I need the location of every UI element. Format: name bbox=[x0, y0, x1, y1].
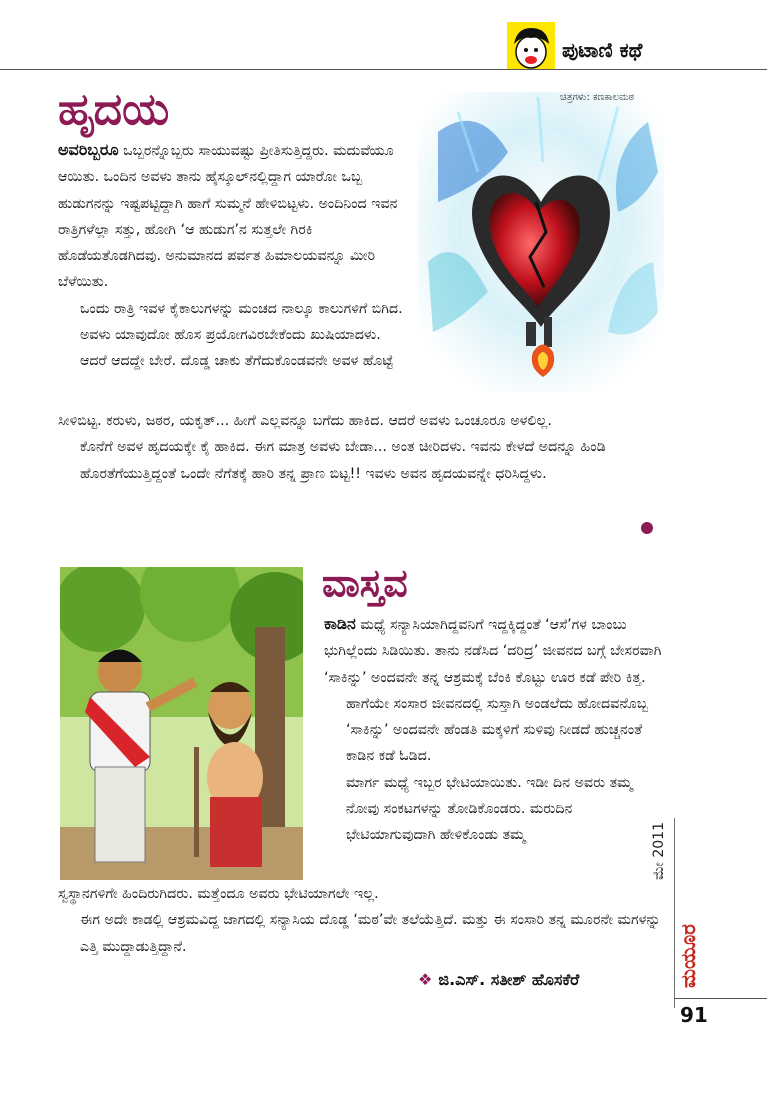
page-number: 91 bbox=[680, 1003, 708, 1027]
story2-paragraph-3a: ಮಾರ್ಗ ಮಧ್ಯೆ ಇಬ್ಬರ ಭೇಟಿಯಾಯಿತು. ಇಡೀ ದಿನ ಅವರು ತಮ್ಮ ನೋವು ಸಂಕಟಗಳನ್ನು ತೋಡಿಕೊಂಡರು. ಮರುದಿನ ಭೇಟಿಯಾಗುವುದಾಗಿ ಹೇಳಿಕೊಂಡು ತಮ್ಮ bbox=[346, 774, 633, 844]
story2-paragraph-1 bbox=[324, 611, 662, 691]
footer-divider bbox=[674, 998, 767, 999]
issue-date: ಮೇ 2011 bbox=[651, 822, 667, 880]
story2-lead-word: ಕಾಡಿನ bbox=[324, 614, 356, 633]
header-divider bbox=[0, 69, 767, 70]
forest-cartoon-illustration bbox=[60, 567, 303, 880]
story2-paragraph-3b: ಸ್ವಸ್ಥಾನಗಳಿಗೇ ಹಿಂದಿರುಗಿದರು. ಮತ್ತೆಂದೂ ಅವರು ಭೇಟಿಯಾಗಲೇ ಇಲ್ಲ. bbox=[58, 886, 379, 902]
story1-paragraph-2b: ಸೀಳಿಬಿಟ್ಟ. ಕರುಳು, ಜಠರ, ಯಕೃತ್... ಹೀಗೆ ಎಲ್ಲವನ್ನೂ ಬಗೆದು ಹಾಕಿದ. ಆದರೆ ಅವಳು ಒಂಚೂರೂ ಅಳಲಿಲ್ಲ. bbox=[58, 413, 552, 429]
kid-face-logo bbox=[507, 22, 555, 70]
story2-title: ವಾಸ್ತವ bbox=[322, 560, 408, 605]
story1-paragraph-1 bbox=[58, 137, 410, 296]
section-title: ಪುಟಾಣಿ ಕಥೆ bbox=[562, 38, 643, 62]
story1-paragraph-3: ಕೊನೆಗೆ ಅವಳ ಹೃದಯಕ್ಕೇ ಕೈ ಹಾಕಿದ. ಈಗ ಮಾತ್ರ ಅವಳು ಬೇಡಾ... ಅಂತ ಚೀರಿದಳು. ಇವನು ಕೇಳದೆ ಅದನ್ನೂ ಹಿಂಡಿ ಹೊರತೆಗೆಯುತ್ತಿದ್ದಂತೆ ಒಂದೇ ನೆಗೆತಕ್ಕೆ ಹಾರಿ ತನ್ನ ಪ್ರಾಣ ಬಿಟ್ಟ!! ಇವಳು ಅವನ ಹೃದಯವನ್ನೇ ಧರಿಸಿದ್ದಳು. bbox=[80, 439, 606, 482]
footer-vertical-rule bbox=[674, 818, 675, 1008]
magazine-name: ಮಯೂರ bbox=[676, 924, 700, 988]
story1-wide-text bbox=[58, 408, 668, 487]
story2-paragraph-4: ಈಗ ಅದೇ ಕಾಡಲ್ಲಿ ಆಶ್ರಮವಿದ್ದ ಜಾಗದಲ್ಲಿ ಸನ್ಯಾಸಿಯ ದೊಡ್ಡ ‘ಮಠ’ವೇ ತಲೆಯೆತ್ತಿದೆ. ಮತ್ತು ಈ ಸಂಸಾರಿ ತನ್ನ ಮೂರನೇ ಮಗಳನ್ನು ಎತ್ತಿ ಮುದ್ದಾಡುತ್ತಿದ್ದಾನೆ. bbox=[80, 912, 661, 955]
heart-illustration bbox=[418, 92, 664, 392]
story1-title: ಹೃದಯ bbox=[58, 84, 170, 135]
author-name: ಜಿ.ಎಸ್. ಸತೀಶ್ ಹೊಸಕೆರೆ bbox=[438, 970, 580, 989]
story2-wide-text bbox=[58, 881, 668, 960]
story2-column bbox=[324, 611, 662, 849]
story2-paragraph-1-text: ಮಧ್ಯೆ ಸನ್ಯಾಸಿಯಾಗಿದ್ದವನಿಗೆ ಇದ್ದಕ್ಕಿದ್ದಂತೆ ‘ಆಸೆ’ಗಳ ಬಾಂಬು ಭುಗಿಲ್ಲೆಂದು ಸಿಡಿಯಿತು. ತಾನು ನಡೆಸಿದ ‘ದರಿದ್ರ’ ಜೀವನದ ಬಗ್ಗೆ ಬೇಸರವಾಗಿ ‘ಸಾಕಿನ್ನು’ ಅಂದವನೇ ತನ್ನ ಆಶ್ರಮಕ್ಕೆ ಬೆಂಕಿ ಕೊಟ್ಟು ಊರ ಕಡೆ ಪೇರಿ ಕಿತ್ತ. bbox=[324, 617, 662, 686]
story1-paragraph-2a: ಒಂದು ರಾತ್ರಿ ಇವಳ ಕೈಕಾಲುಗಳನ್ನು ಮಂಚದ ನಾಲ್ಕೂ ಕಾಲುಗಳಿಗೆ ಬಿಗಿದ. ಅವಳು ಯಾವುದೋ ಹೊಸ ಪ್ರಯೋಗವಿರಬೇಕೆಂದು ಖುಷಿಯಾದಳು. ಆದರೆ ಆದದ್ದೇ ಬೇರೆ. ದೊಡ್ಡ ಚಾಕು ತೆಗೆದುಕೊಂಡವನೇ ಅವಳ ಹೊಟ್ಟೆ bbox=[80, 300, 403, 370]
story1-paragraph-1-text: ಒಬ್ಬರನ್ನೊಬ್ಬರು ಸಾಯುವಷ್ಟು ಪ್ರೀತಿಸುತ್ತಿದ್ದರು. ಮದುವೆಯೂ ಆಯಿತು. ಒಂದಿನ ಅವಳು ತಾನು ಹೈಸ್ಕೂಲ್‌ನಲ್ಲಿದ್ದಾಗ ಯಾರೋ ಒಬ್ಬ ಹುಡುಗನನ್ನು ಇಷ್ಟಪಟ್ಟಿದ್ದಾಗಿ ಹಾಗೆ ಸುಮ್ಮನೆ ಹೇಳಿಬಿಟ್ಟಳು. ಅಂದಿನಿಂದ ಇವನ ರಾತ್ರಿಗಳೆಲ್ಲಾ ಸತ್ತು, ಹೋಗಿ ‘ಆ ಹುಡುಗ’ನ ಸುತ್ತಲೇ ಗಿರಕಿ ಹೊಡೆಯತೊಡಗಿದವು. ಅನುಮಾನದ ಪರ್ವತ ಹಿಮಾಲಯವನ್ನೂ ಮೀರಿ ಬೆಳೆಯಿತು. bbox=[58, 143, 398, 291]
author-byline bbox=[418, 970, 579, 990]
illustration-credit: ಚಿತ್ರಗಳು: ಕಣಕಾಲಮಠ bbox=[560, 92, 634, 103]
story1-column bbox=[58, 137, 410, 375]
story1-lead-word: ಅವರಿಬ್ಬರೂ bbox=[58, 140, 119, 159]
end-of-story-bullet bbox=[641, 522, 653, 534]
diamond-icon: ❖ bbox=[418, 970, 433, 989]
story2-paragraph-2: ಹಾಗೆಯೇ ಸಂಸಾರ ಜೀವನದಲ್ಲಿ ಸುಸ್ತಾಗಿ ಅಂಡಲೆದು ಹೋದವನೊಬ್ಬ ‘ಸಾಕಿನ್ನು’ ಅಂದವನೇ ಹೆಂಡತಿ ಮಕ್ಕಳಿಗೆ ಸುಳಿವು ನೀಡದೆ ಹುಚ್ಚನಂತೆ ಕಾಡಿನ ಕಡೆ ಓಡಿದ. bbox=[346, 695, 649, 765]
